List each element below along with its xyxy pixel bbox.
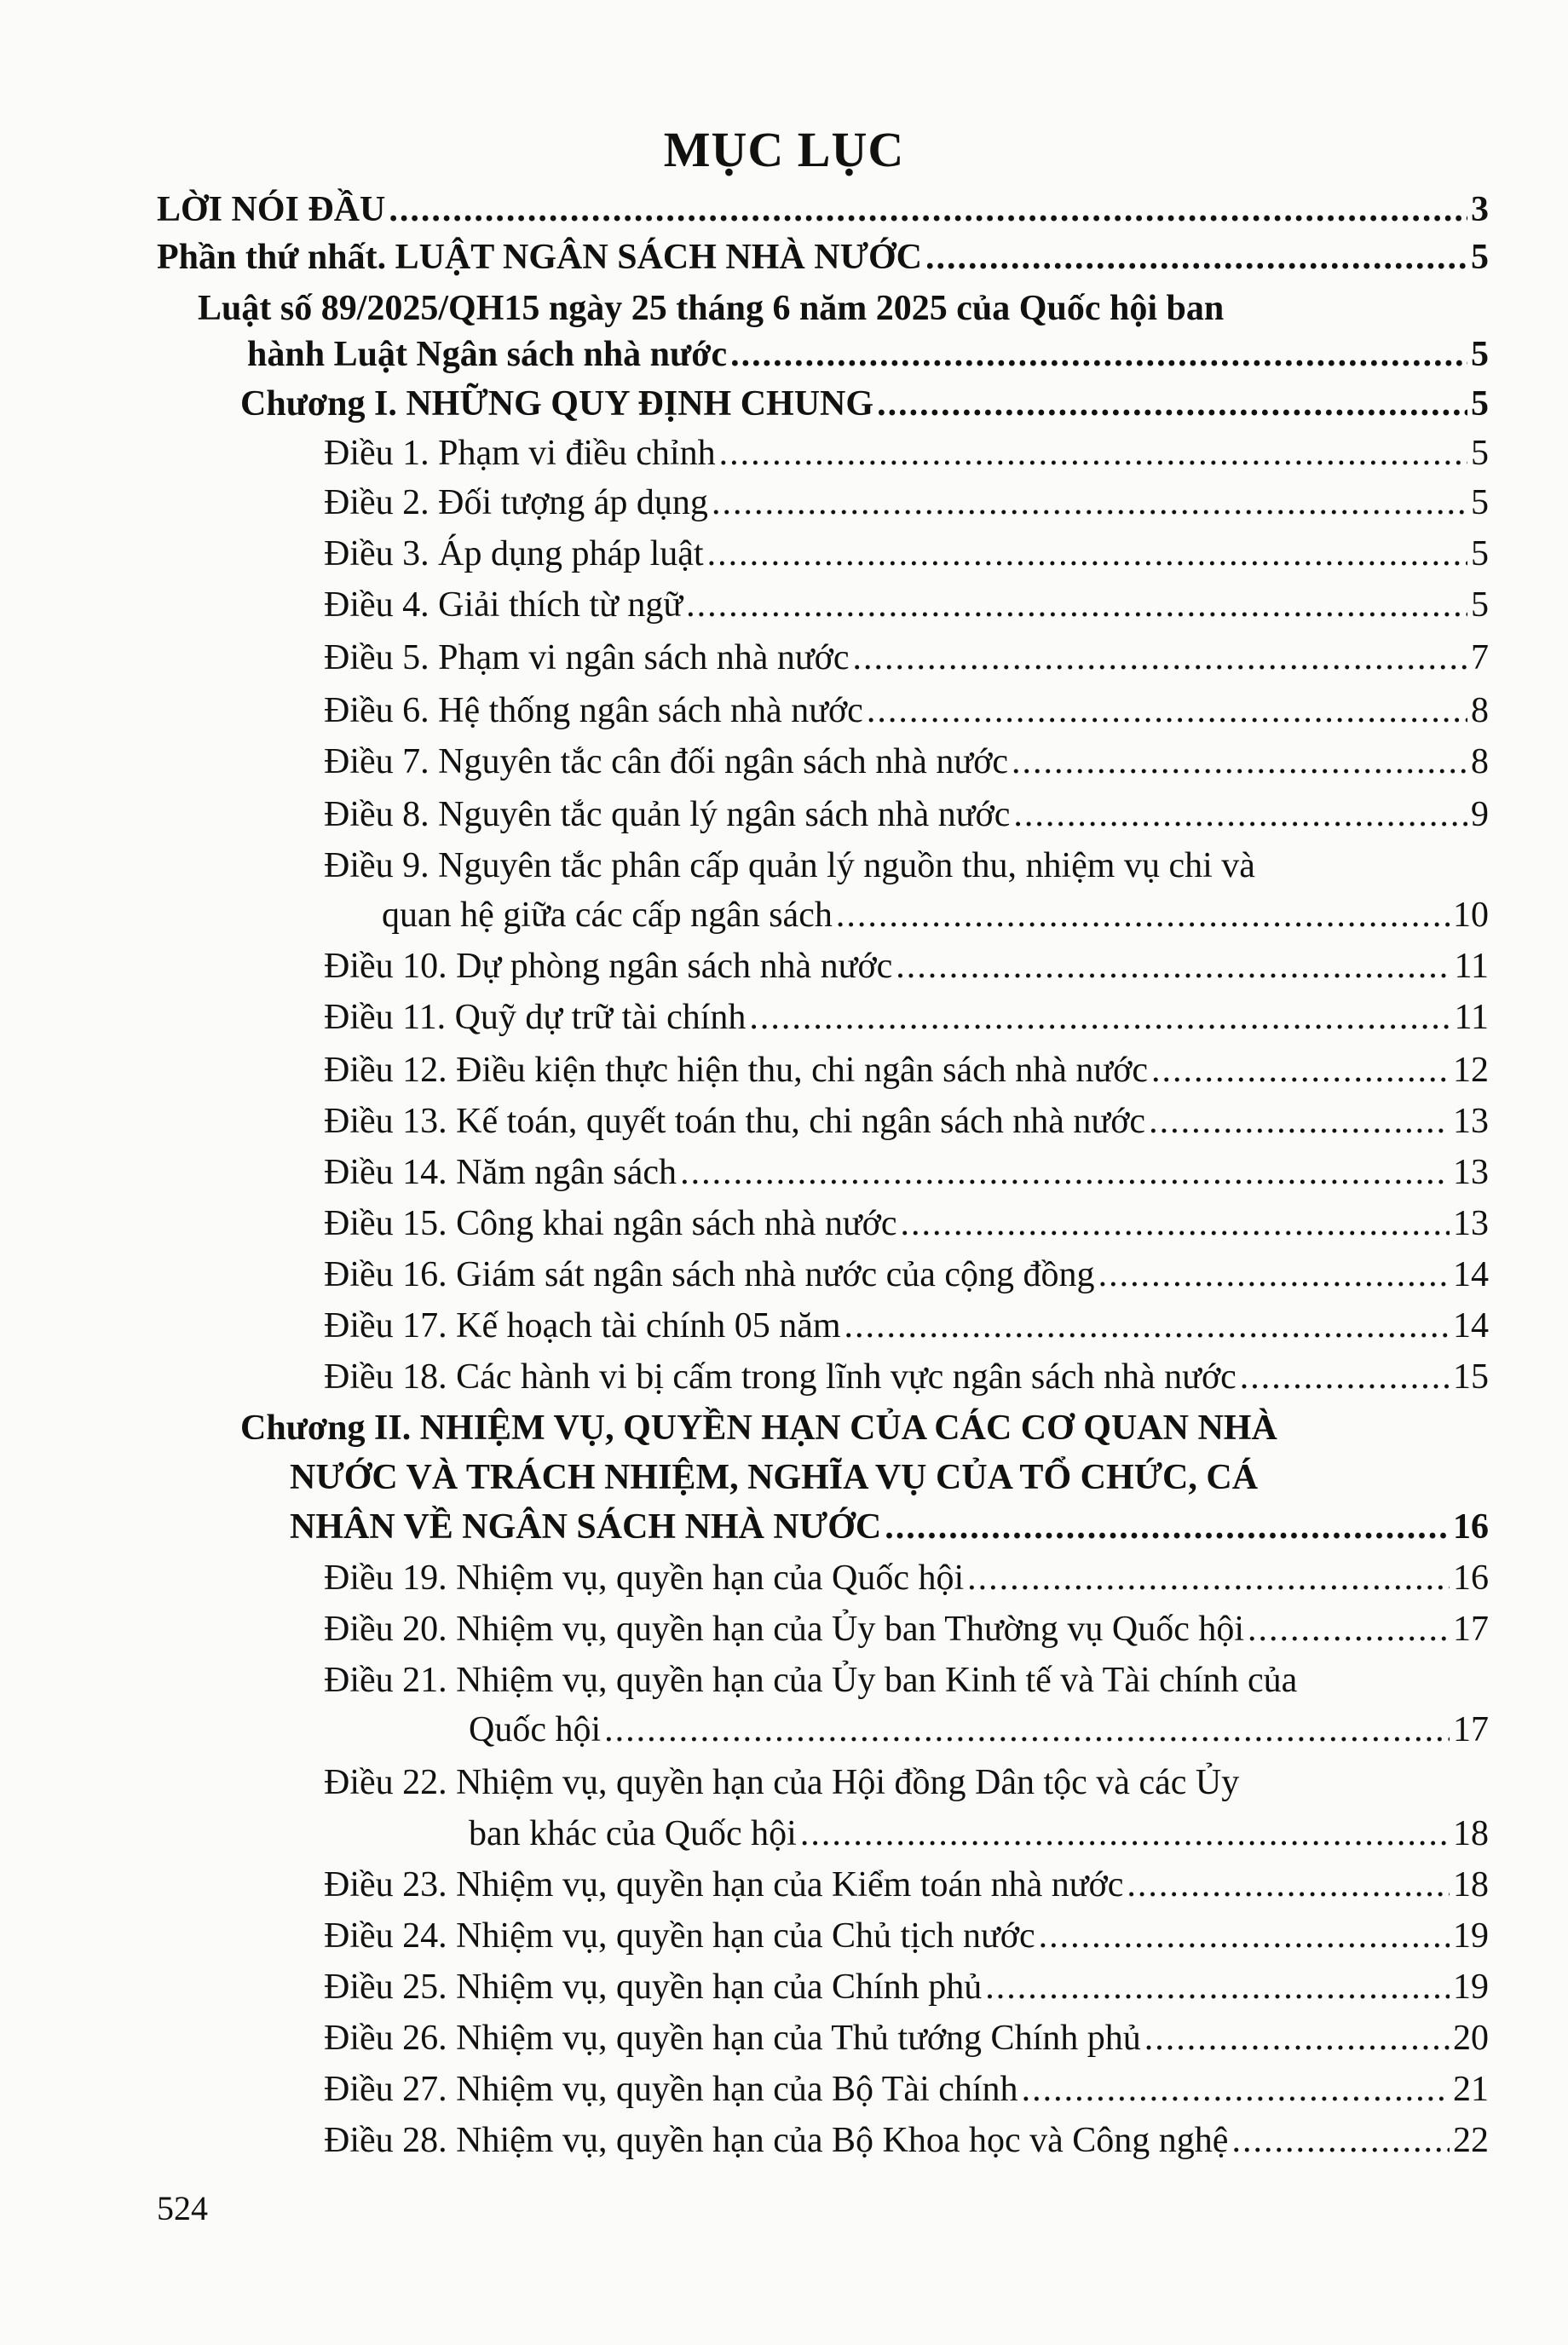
toc-entry: Điều 19. Nhiệm vụ, quyền hạn của Quốc hội ..... 16	[324, 1558, 1489, 1599]
toc-page-number: 5	[1471, 335, 1489, 374]
toc-entry: Điều 23. Nhiệm vụ, quyền hạn của Kiểm toán nhà nước ..... 18	[324, 1864, 1489, 1905]
toc-page-number: 14	[1453, 1306, 1489, 1345]
toc-entry: NHÂN VỀ NGÂN SÁCH NHÀ NƯỚC ..... 16	[290, 1507, 1489, 1547]
toc-entry-line1: Điều 21. Nhiệm vụ, quyền hạn của Ủy ban Kinh tế và Tài chính của	[324, 1661, 1298, 1700]
toc-entry-line1: Chương II. NHIỆM VỤ, QUYỀN HẠN CỦA CÁC CƠ QUAN NHÀ	[240, 1409, 1277, 1448]
toc-entry: Điều 4. Giải thích từ ngữ ..... 5	[324, 585, 1489, 625]
toc-entry: Điều 25. Nhiệm vụ, quyền hạn của Chính phủ ..... 19	[324, 1967, 1489, 2008]
toc-entry: Điều 28. Nhiệm vụ, quyền hạn của Bộ Khoa học và Công nghệ ..... 22	[324, 2120, 1489, 2161]
toc-entry: quan hệ giữa các cấp ngân sách ..... 10	[382, 895, 1489, 936]
toc-entry: Điều 16. Giám sát ngân sách nhà nước của cộng đồng ..... 14	[324, 1254, 1489, 1295]
toc-entry-line1: Điều 22. Nhiệm vụ, quyền hạn của Hội đồng Dân tộc và các Ủy	[324, 1763, 1240, 1802]
toc-page-number: 14	[1453, 1255, 1489, 1294]
toc-entry-line1: Điều 9. Nguyên tắc phân cấp quản lý nguồn thu, nhiệm vụ chi và	[324, 846, 1255, 885]
toc-page-number: 5	[1471, 434, 1489, 473]
toc-page-number: 13	[1453, 1153, 1489, 1192]
toc-page-number: 19	[1453, 1916, 1489, 1956]
toc-page-number: 17	[1453, 1710, 1489, 1749]
toc-page-number: 18	[1453, 1865, 1489, 1904]
toc-entry: ban khác của Quốc hội ..... 18	[469, 1813, 1489, 1854]
toc-page-number: 20	[1453, 2019, 1489, 2058]
toc-entry: Điều 17. Kế hoạch tài chính 05 năm ..... 14	[324, 1305, 1489, 1346]
toc-entry: Điều 27. Nhiệm vụ, quyền hạn của Bộ Tài chính ..... 21	[324, 2069, 1489, 2110]
toc-entry: Điều 2. Đối tượng áp dụng ..... 5	[324, 482, 1489, 523]
toc-entry: Điều 1. Phạm vi điều chỉnh ..... 5	[324, 433, 1489, 474]
toc-page-number: 16	[1453, 1507, 1489, 1547]
toc-page-number: 8	[1471, 691, 1489, 730]
toc-page-number: 5	[1471, 483, 1489, 522]
toc-page-number: 19	[1453, 1968, 1489, 2007]
toc-page-number: 18	[1453, 1814, 1489, 1853]
toc-entry: Chương I. NHỮNG QUY ĐỊNH CHUNG ..... 5	[240, 383, 1489, 424]
toc-page-number: 10	[1453, 896, 1489, 935]
page-title: MỤC LỤC	[663, 122, 905, 177]
toc-page-number: 5	[1471, 384, 1489, 423]
toc-entry: Điều 11. Quỹ dự trữ tài chính ..... 11	[324, 997, 1489, 1038]
toc-entry: hành Luật Ngân sách nhà nước ..... 5	[247, 334, 1489, 375]
toc-entry: Phần thứ nhất. LUẬT NGÂN SÁCH NHÀ NƯỚC ..... 5	[157, 237, 1489, 278]
toc-page-number: 8	[1471, 742, 1489, 781]
toc-page-number: 15	[1453, 1357, 1489, 1397]
toc-entry-line2: NƯỚC VÀ TRÁCH NHIỆM, NGHĨA VỤ CỦA TỔ CHỨC, CÁ	[290, 1458, 1259, 1497]
toc-entry: Điều 8. Nguyên tắc quản lý ngân sách nhà nước ..... 9	[324, 794, 1489, 835]
toc-entry: Điều 3. Áp dụng pháp luật ..... 5	[324, 533, 1489, 574]
toc-page-number: 13	[1453, 1204, 1489, 1243]
toc-page-number: 3	[1471, 190, 1489, 229]
toc-page-number: 5	[1471, 238, 1489, 277]
toc-entry: Điều 18. Các hành vi bị cấm trong lĩnh vực ngân sách nhà nước ..... 15	[324, 1357, 1489, 1397]
toc-entry: Điều 6. Hệ thống ngân sách nhà nước ..... 8	[324, 690, 1489, 731]
toc-entry: Điều 26. Nhiệm vụ, quyền hạn của Thủ tướng Chính phủ ..... 20	[324, 2018, 1489, 2059]
toc-page-number: 22	[1453, 2121, 1489, 2160]
toc-page-number: 11	[1454, 947, 1489, 986]
toc-entry: Điều 5. Phạm vi ngân sách nhà nước ..... 7	[324, 637, 1489, 678]
toc-page-number: 13	[1453, 1102, 1489, 1141]
toc-entry-line1: Luật số 89/2025/QH15 ngày 25 tháng 6 năm 2025 của Quốc hội ban	[198, 289, 1225, 328]
toc-entry: Điều 24. Nhiệm vụ, quyền hạn của Chủ tịch nước ..... 19	[324, 1916, 1489, 1956]
toc-entry: Điều 20. Nhiệm vụ, quyền hạn của Ủy ban Thường vụ Quốc hội ..... 17	[324, 1609, 1489, 1650]
toc-entry: LỜI NÓI ĐẦU ..... 3	[157, 189, 1489, 230]
toc-entry: Điều 14. Năm ngân sách ..... 13	[324, 1152, 1489, 1193]
page-number: 524	[157, 2189, 208, 2227]
toc-entry: Điều 13. Kế toán, quyết toán thu, chi ngân sách nhà nước ..... 13	[324, 1101, 1489, 1142]
toc-page-number: 17	[1453, 1610, 1489, 1649]
toc-entry: Điều 15. Công khai ngân sách nhà nước ..... 13	[324, 1203, 1489, 1244]
toc-entry: Quốc hội ..... 17	[469, 1709, 1489, 1750]
toc-page-number: 5	[1471, 585, 1489, 625]
toc-page-number: 21	[1453, 2070, 1489, 2109]
toc-entry: Điều 7. Nguyên tắc cân đối ngân sách nhà nước ..... 8	[324, 741, 1489, 782]
toc-page-number: 12	[1453, 1051, 1489, 1090]
toc-page-number: 16	[1453, 1559, 1489, 1598]
toc-page-number: 9	[1471, 795, 1489, 834]
toc-page-number: 7	[1471, 638, 1489, 677]
toc-entry: Điều 10. Dự phòng ngân sách nhà nước ..... 11	[324, 946, 1489, 987]
toc-page-number: 5	[1471, 534, 1489, 573]
toc-page-number: 11	[1454, 998, 1489, 1037]
toc-entry: Điều 12. Điều kiện thực hiện thu, chi ngân sách nhà nước ..... 12	[324, 1050, 1489, 1091]
